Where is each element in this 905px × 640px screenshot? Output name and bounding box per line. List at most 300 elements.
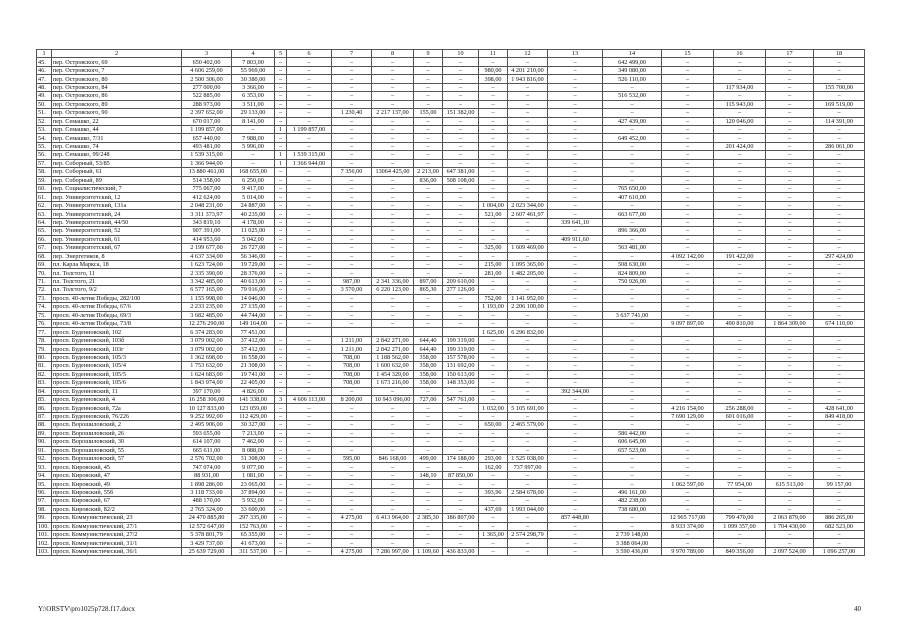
address-cell: просп. Ворошиловский, 2 (52, 421, 182, 429)
table-row (37, 328, 865, 336)
table-cell: 663 677,00 (603, 210, 662, 218)
table-row (37, 353, 865, 361)
table-cell: – (275, 142, 287, 150)
table-cell: 4 606 113,00 (287, 395, 332, 403)
table-cell: – (287, 92, 332, 100)
table-cell: – (766, 463, 814, 471)
table-cell: – (479, 353, 508, 361)
table-cell: 77 451,00 (232, 328, 275, 336)
table-cell: – (443, 429, 479, 437)
table-cell: 162,00 (479, 463, 508, 471)
table-cell: 24 470 885,80 (182, 514, 232, 522)
table-cell: – (508, 353, 548, 361)
table-cell: 50. (37, 100, 52, 108)
table-cell: – (443, 412, 479, 420)
table-cell: 88. (37, 421, 52, 429)
address-cell: просп. Коммунистический, 31/1 (52, 539, 182, 547)
table-cell: 3 118 733,00 (182, 488, 232, 496)
table-cell: – (332, 269, 372, 277)
table-row (37, 530, 865, 538)
table-cell: 48. (37, 83, 52, 91)
address-cell: просп. Кировский, 49 (52, 480, 182, 488)
table-cell: 99 157,00 (814, 480, 865, 488)
table-cell: – (766, 438, 814, 446)
table-cell: – (443, 320, 479, 328)
table-cell: 311 537,00 (232, 547, 275, 555)
table-cell: 93. (37, 463, 52, 471)
table-cell: – (603, 252, 662, 260)
table-cell: 9 970 789,00 (662, 547, 714, 555)
table-cell: – (814, 471, 865, 479)
table-cell: – (714, 244, 766, 252)
table-cell: – (275, 260, 287, 268)
table-cell: – (287, 168, 332, 176)
address-cell: пл. Толстого, 11 (52, 269, 182, 277)
table-cell: – (275, 471, 287, 479)
table-cell: – (287, 345, 332, 353)
table-cell: – (443, 505, 479, 513)
header-row (37, 50, 865, 58)
table-cell: – (275, 514, 287, 522)
table-cell: – (548, 227, 603, 235)
table-cell: 1 362 698,00 (182, 353, 232, 361)
table-cell: – (414, 260, 443, 268)
table-cell: 7 988,00 (232, 134, 275, 142)
table-cell: – (548, 471, 603, 479)
table-cell: 49. (37, 92, 52, 100)
table-cell: – (766, 395, 814, 403)
table-cell (714, 328, 766, 336)
table-cell: – (372, 260, 414, 268)
table-row (37, 311, 865, 319)
table-cell: – (814, 151, 865, 159)
table-cell: – (814, 303, 865, 311)
table-cell: – (332, 387, 372, 395)
table-cell: 73. (37, 294, 52, 302)
table-cell: 6 220 123,00 (372, 286, 414, 294)
table-cell: – (332, 151, 372, 159)
table-cell: – (332, 83, 372, 91)
table-row (37, 421, 865, 429)
table-cell: 514 358,00 (182, 176, 232, 184)
table-cell: – (714, 66, 766, 74)
table-cell: 750 926,00 (603, 277, 662, 285)
table-cell: – (332, 100, 372, 108)
table-cell: – (508, 218, 548, 226)
table-cell: – (662, 446, 714, 454)
table-cell: 665 611,00 (182, 446, 232, 454)
table-cell: – (714, 168, 766, 176)
table-cell: – (443, 218, 479, 226)
table-cell: – (814, 421, 865, 429)
table-cell: – (714, 218, 766, 226)
table-cell: – (332, 193, 372, 201)
table-cell: 53. (37, 125, 52, 133)
table-cell: – (766, 404, 814, 412)
table-cell: – (766, 345, 814, 353)
table-cell: – (479, 286, 508, 294)
table-cell: – (332, 294, 372, 302)
table-cell: 897,00 (414, 277, 443, 285)
table-cell: – (287, 547, 332, 555)
table-cell: – (443, 83, 479, 91)
table-row (37, 100, 865, 108)
table-cell: 148 353,00 (443, 379, 479, 387)
table-cell: 64. (37, 218, 52, 226)
table-cell (662, 328, 714, 336)
table-cell: – (714, 362, 766, 370)
table-cell: – (372, 446, 414, 454)
table-cell: – (275, 277, 287, 285)
table-cell: – (332, 480, 372, 488)
column-header: 7 (332, 50, 372, 58)
table-cell: – (443, 75, 479, 83)
table-cell: – (332, 201, 372, 209)
table-cell: – (414, 210, 443, 218)
table-cell: – (814, 294, 865, 302)
table-cell: – (766, 201, 814, 209)
table-cell: – (443, 151, 479, 159)
table-cell: – (603, 151, 662, 159)
table-cell: 92. (37, 455, 52, 463)
table-cell: – (332, 235, 372, 243)
table-cell: – (287, 185, 332, 193)
table-cell: – (814, 269, 865, 277)
table-cell: – (603, 100, 662, 108)
table-cell: 349 080,00 (603, 66, 662, 74)
table-cell: – (766, 336, 814, 344)
table-cell: 606 645,00 (603, 438, 662, 446)
table-cell: – (479, 277, 508, 285)
table-cell: – (662, 497, 714, 505)
table-cell: – (332, 134, 372, 142)
table-cell: – (814, 201, 865, 209)
table-cell: – (714, 92, 766, 100)
table-cell: – (287, 58, 332, 66)
table-cell: 649 452,00 (603, 134, 662, 142)
table-cell: – (479, 336, 508, 344)
table-cell: – (414, 429, 443, 437)
table-cell: – (508, 193, 548, 201)
table-cell: 393,96 (479, 488, 508, 496)
column-header: 15 (662, 50, 714, 58)
table-cell: 31 308,00 (232, 455, 275, 463)
table-cell: – (662, 429, 714, 437)
table-cell: 23 065,00 (232, 480, 275, 488)
table-cell: – (275, 58, 287, 66)
table-cell: – (443, 522, 479, 530)
table-cell: – (287, 471, 332, 479)
table-cell: – (508, 379, 548, 387)
table-cell: – (443, 269, 479, 277)
table-cell: 1 032,00 (479, 404, 508, 412)
table-cell: – (548, 404, 603, 412)
table-cell: – (814, 429, 865, 437)
table-cell: – (479, 142, 508, 150)
table-cell: – (508, 168, 548, 176)
table-cell: 74. (37, 303, 52, 311)
table-cell: – (443, 142, 479, 150)
table-cell: 7 803,00 (232, 58, 275, 66)
table-cell: – (332, 412, 372, 420)
table-cell: – (508, 235, 548, 243)
table-cell: – (479, 193, 508, 201)
table-cell: 4 178,00 (232, 218, 275, 226)
table-cell: – (332, 227, 372, 235)
table-cell: – (414, 421, 443, 429)
table-cell: 437,69 (479, 505, 508, 513)
table-cell: – (287, 244, 332, 252)
table-cell: – (372, 176, 414, 184)
table-row (37, 252, 865, 260)
table-cell: – (275, 134, 287, 142)
address-cell: просп. Коммунистический, 36/1 (52, 547, 182, 555)
table-cell: 11 025,00 (232, 227, 275, 235)
table-cell: – (372, 412, 414, 420)
table-cell: – (275, 362, 287, 370)
table-cell: – (275, 497, 287, 505)
table-cell: 101. (37, 530, 52, 538)
table-cell: – (814, 463, 865, 471)
table-cell: 1 843 974,00 (182, 379, 232, 387)
table-cell: – (814, 159, 865, 167)
table-row (37, 83, 865, 91)
table-cell: – (414, 244, 443, 252)
table-cell: – (443, 252, 479, 260)
table-cell: – (662, 387, 714, 395)
table-cell: 765 650,00 (603, 185, 662, 193)
table-cell: 19 729,00 (232, 260, 275, 268)
table-cell: – (548, 159, 603, 167)
table-cell: 68. (37, 252, 52, 260)
table-cell: – (414, 193, 443, 201)
table-cell: – (414, 412, 443, 420)
table-cell: – (548, 286, 603, 294)
table-cell: – (714, 471, 766, 479)
table-cell: – (714, 193, 766, 201)
address-cell: пер. Островского, 84 (52, 83, 182, 91)
table-cell: – (479, 92, 508, 100)
table-cell: 2 576 702,00 (182, 455, 232, 463)
column-header: 17 (766, 50, 814, 58)
table-cell: 148,10 (414, 471, 443, 479)
table-cell: – (603, 412, 662, 420)
table-cell: – (766, 387, 814, 395)
address-cell: пл. Толстого, 21 (52, 277, 182, 285)
table-cell: – (662, 134, 714, 142)
address-cell: просп. Коммунистический, 27/2 (52, 530, 182, 538)
table-cell: – (414, 185, 443, 193)
table-cell: 358,00 (414, 370, 443, 378)
table-cell: – (414, 497, 443, 505)
table-cell: 727,00 (414, 395, 443, 403)
table-cell: 1 (275, 159, 287, 167)
table-row (37, 142, 865, 150)
address-cell: пер. Соборный, 89 (52, 176, 182, 184)
table-cell: 9 097 897,00 (662, 320, 714, 328)
address-cell: пер. Энергетиков, 8 (52, 252, 182, 260)
table-cell: – (766, 539, 814, 547)
table-cell: – (714, 539, 766, 547)
table-cell: 708,00 (332, 379, 372, 387)
table-cell: – (814, 92, 865, 100)
table-cell: – (662, 488, 714, 496)
table-cell: – (814, 539, 865, 547)
table-cell: 52. (37, 117, 52, 125)
table-cell: – (508, 176, 548, 184)
table-cell: – (443, 100, 479, 108)
table-cell: 2 335 390,00 (182, 269, 232, 277)
table-cell: – (814, 505, 865, 513)
table-cell: – (443, 463, 479, 471)
address-cell: просп. 40-летия Победы, 67/6 (52, 303, 182, 311)
table-cell: – (508, 497, 548, 505)
table-cell (603, 328, 662, 336)
table-cell: – (287, 193, 332, 201)
table-cell: 4 826,00 (232, 387, 275, 395)
table-cell: – (508, 109, 548, 117)
table-cell: – (479, 429, 508, 437)
table-cell: – (603, 471, 662, 479)
table-cell: 799 470,00 (714, 514, 766, 522)
table-cell: – (372, 134, 414, 142)
table-row (37, 193, 865, 201)
table-cell: – (479, 412, 508, 420)
table-cell: – (548, 66, 603, 74)
table-cell: 76. (37, 320, 52, 328)
table-cell: – (372, 235, 414, 243)
table-cell: – (443, 117, 479, 125)
table-cell: – (814, 134, 865, 142)
table-cell: 155,00 (414, 109, 443, 117)
table-row (37, 412, 865, 420)
table-row (37, 370, 865, 378)
table-cell: – (548, 260, 603, 268)
table-cell: 41 673,00 (232, 539, 275, 547)
table-row (37, 66, 865, 74)
table-cell: 55 969,00 (232, 66, 275, 74)
table-cell: – (766, 530, 814, 538)
address-cell: просп. Буденновский, 11 (52, 387, 182, 395)
table-cell: – (372, 66, 414, 74)
table-cell: 907 391,00 (182, 227, 232, 235)
table-cell: 2 233 235,00 (182, 303, 232, 311)
table-row (37, 269, 865, 277)
table-cell: – (508, 134, 548, 142)
table-cell: 37 412,00 (232, 336, 275, 344)
address-cell: просп. Коммунистический, 27/1 (52, 522, 182, 530)
table-cell: 65 355,00 (232, 530, 275, 538)
table-cell: – (414, 320, 443, 328)
table-cell: – (275, 353, 287, 361)
table-cell: – (714, 345, 766, 353)
table-cell: 56. (37, 151, 52, 159)
table-cell: – (814, 311, 865, 319)
table-cell: 398,00 (479, 75, 508, 83)
table-cell: – (814, 235, 865, 243)
table-cell: – (662, 505, 714, 513)
table-cell: 150 613,00 (443, 370, 479, 378)
address-cell: просп. Буденновский, 4 (52, 395, 182, 403)
table-row (37, 117, 865, 125)
table-cell: – (714, 455, 766, 463)
table-cell: – (603, 387, 662, 395)
table-cell: – (603, 83, 662, 91)
table-cell: – (443, 185, 479, 193)
table-cell: – (548, 142, 603, 150)
address-cell: просп. Буденновский, 103г (52, 345, 182, 353)
address-cell: пер. Университетский, 52 (52, 227, 182, 235)
table-cell: 1 600 632,00 (372, 362, 414, 370)
table-cell: 1 188 562,00 (372, 353, 414, 361)
table-cell: – (714, 227, 766, 235)
table-cell: 157 578,00 (443, 353, 479, 361)
table-cell: – (662, 58, 714, 66)
table-cell: 102. (37, 539, 52, 547)
table-cell: – (662, 362, 714, 370)
table-cell: – (662, 142, 714, 150)
table-cell: – (372, 471, 414, 479)
table-cell: 392 344,00 (548, 387, 603, 395)
table-cell: – (662, 395, 714, 403)
table-cell: 499,00 (414, 455, 443, 463)
table-cell: – (414, 83, 443, 91)
table-cell: 75. (37, 311, 52, 319)
table-cell: – (443, 488, 479, 496)
table-cell: – (443, 539, 479, 547)
table-cell: – (548, 58, 603, 66)
table-cell: – (414, 539, 443, 547)
table-cell: – (287, 379, 332, 387)
table-cell: – (287, 83, 332, 91)
table-cell: – (275, 387, 287, 395)
table-cell: – (372, 387, 414, 395)
table-cell: 1 193,00 (479, 303, 508, 311)
table-cell: 9 077,00 (232, 463, 275, 471)
table-row (37, 58, 865, 66)
table-cell: – (766, 75, 814, 83)
table-cell: 428 641,00 (814, 404, 865, 412)
table-cell: 849 418,00 (814, 412, 865, 420)
table-cell: 3 342 485,00 (182, 277, 232, 285)
table-cell: – (548, 277, 603, 285)
table-cell: 980,00 (479, 66, 508, 74)
table-cell: 117 934,00 (714, 83, 766, 91)
table-cell: 1 365,00 (479, 530, 508, 538)
table-cell: – (766, 294, 814, 302)
table-cell: – (275, 370, 287, 378)
address-cell: просп. Буденновский, 102 (52, 328, 182, 336)
address-cell: пер. Семашко, 22 (52, 117, 182, 125)
table-cell: – (603, 201, 662, 209)
table-cell: – (508, 286, 548, 294)
table-cell: – (414, 530, 443, 538)
table-cell: 708,00 (332, 362, 372, 370)
table-cell: – (275, 303, 287, 311)
table-cell: – (714, 438, 766, 446)
table-cell: 77. (37, 328, 52, 336)
table-cell: 647 381,00 (443, 168, 479, 176)
table-row (37, 176, 865, 184)
table-cell: – (766, 210, 814, 218)
table-cell: – (766, 159, 814, 167)
table-cell: – (443, 235, 479, 243)
table-cell: 1 454 329,00 (372, 370, 414, 378)
table-cell: – (766, 218, 814, 226)
table-cell: – (479, 471, 508, 479)
table-cell: – (287, 109, 332, 117)
address-cell: просп. Буденновский, 76/226 (52, 412, 182, 420)
